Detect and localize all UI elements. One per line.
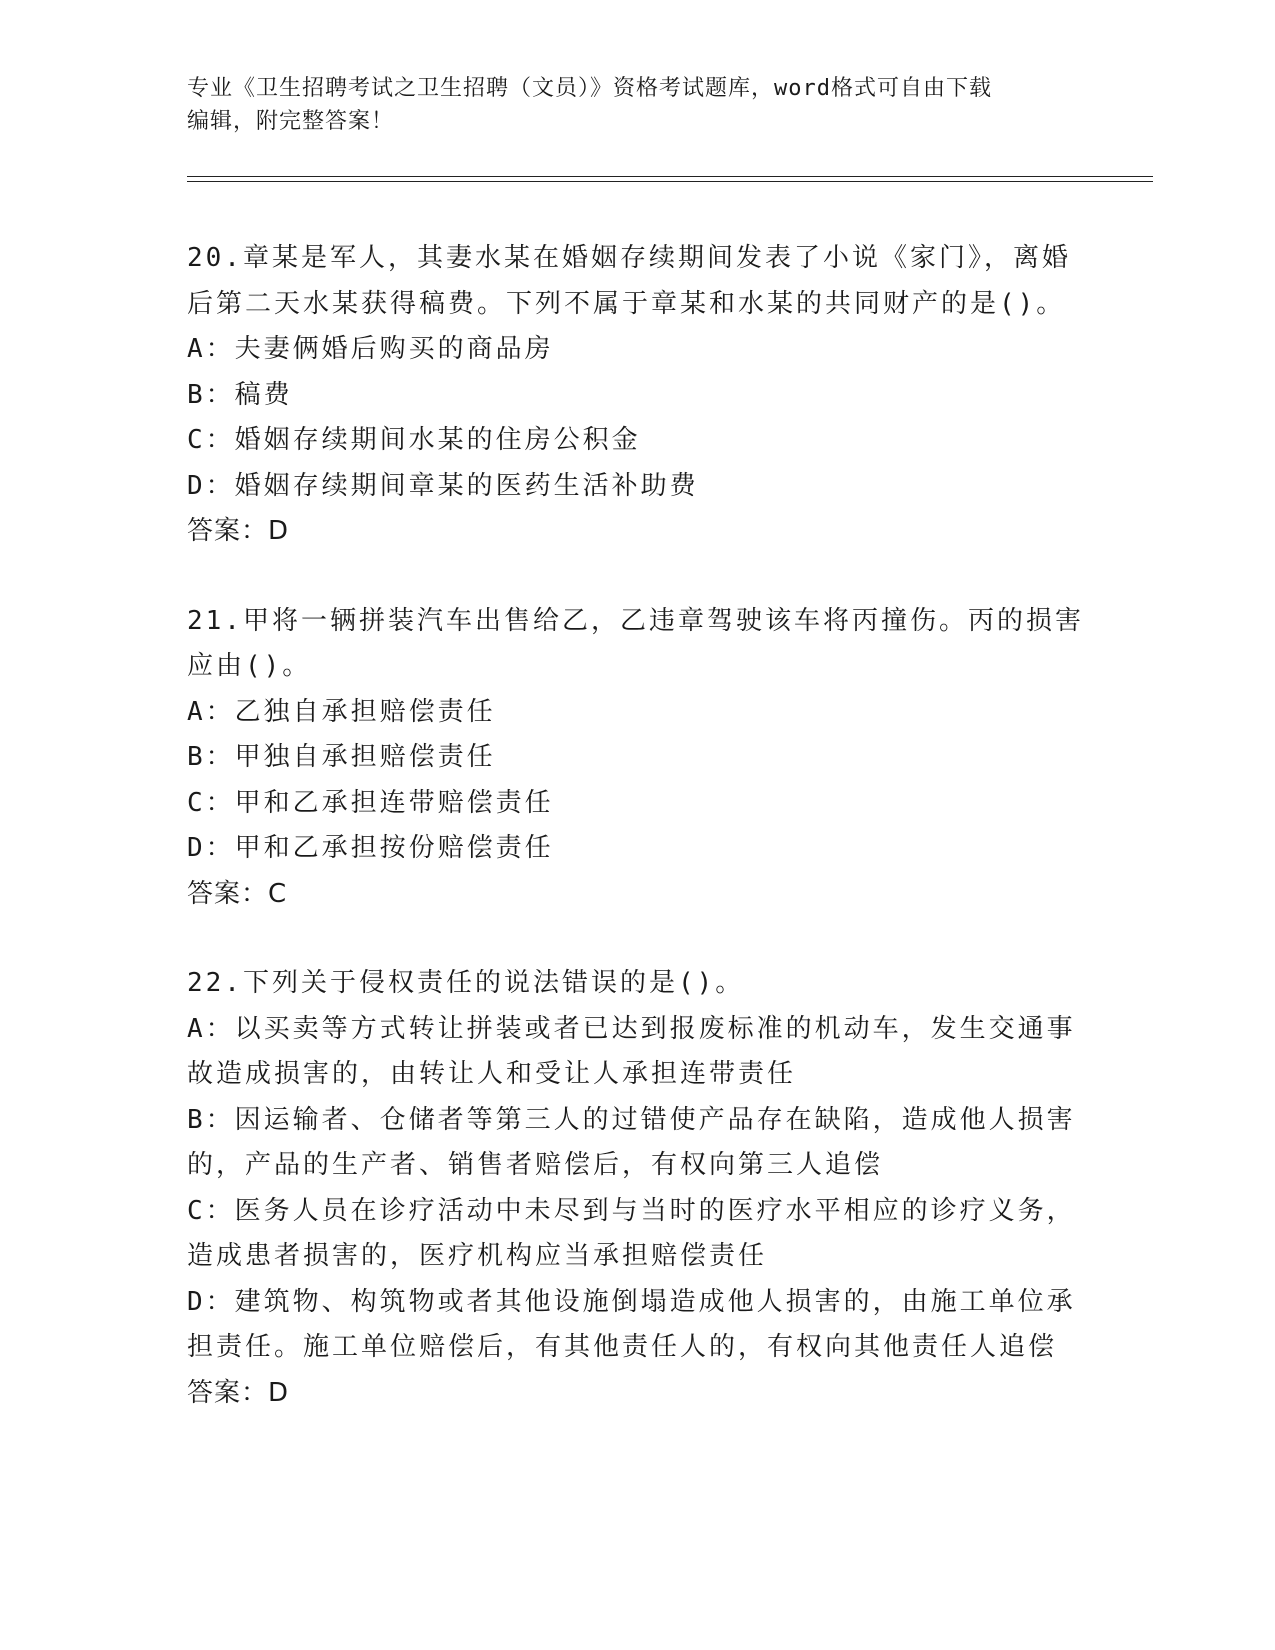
question-21 bbox=[187, 599, 1087, 918]
option-a-continued: 故造成损害的，由转让人和受让人承担连带责任 bbox=[187, 1059, 797, 1089]
option-b-continued: 的，产品的生产者、销售者赔偿后，有权向第三人追偿 bbox=[187, 1150, 884, 1180]
question-stem-line: 应由()。 bbox=[187, 651, 312, 681]
question-stem-line: 22.下列关于侵权责任的说法错误的是()。 bbox=[187, 968, 745, 998]
question-list bbox=[187, 236, 1087, 1460]
option-c: C：医务人员在诊疗活动中未尽到与当时的医疗水平相应的诊疗义务， bbox=[187, 1195, 1076, 1226]
option-c-continued: 造成患者损害的，医疗机构应当承担赔偿责任 bbox=[187, 1241, 768, 1271]
header-line-1: 专业《卫生招聘考试之卫生招聘（文员）》资格考试题库，word格式可自由下载 bbox=[187, 76, 992, 101]
option-b: B：甲独自承担赔偿责任 bbox=[187, 742, 496, 772]
question-stem-line: 后第二天水某获得稿费。下列不属于章某和水某的共同财产的是()。 bbox=[187, 288, 1066, 319]
document-header bbox=[187, 72, 1087, 138]
question-20 bbox=[187, 236, 1087, 555]
question-stem-line: 21.甲将一辆拼装汽车出售给乙，乙违章驾驶该车将丙撞伤。丙的损害 bbox=[187, 605, 1084, 636]
answer-label: 答案：D bbox=[187, 1377, 290, 1408]
option-a: A：以买卖等方式转让拼装或者已达到报废标准的机动车，发生交通事 bbox=[187, 1013, 1076, 1044]
option-b: B：因运输者、仓储者等第三人的过错使产品存在缺陷，造成他人损害 bbox=[187, 1104, 1076, 1135]
option-a: A：乙独自承担赔偿责任 bbox=[187, 696, 496, 727]
option-d: D：甲和乙承担按份赔偿责任 bbox=[187, 833, 554, 863]
option-c: C：婚姻存续期间水某的住房公积金 bbox=[187, 425, 641, 455]
answer-label: 答案：C bbox=[187, 878, 288, 909]
option-d: D：婚姻存续期间章某的医药生活补助费 bbox=[187, 470, 699, 501]
question-22 bbox=[187, 961, 1087, 1416]
option-b: B：稿费 bbox=[187, 379, 293, 410]
question-stem-line: 20.章某是军人，其妻水某在婚姻存续期间发表了小说《家门》，离婚 bbox=[187, 243, 1071, 273]
answer-label: 答案：D bbox=[187, 516, 290, 546]
option-c: C：甲和乙承担连带赔偿责任 bbox=[187, 787, 554, 818]
option-a: A：夫妻俩婚后购买的商品房 bbox=[187, 334, 554, 364]
option-d-continued: 担责任。施工单位赔偿后，有其他责任人的，有权向其他责任人追偿 bbox=[187, 1332, 1058, 1362]
header-divider bbox=[187, 176, 1153, 182]
option-d: D：建筑物、构筑物或者其他设施倒塌造成他人损害的，由施工单位承 bbox=[187, 1286, 1076, 1317]
header-line-2: 编辑，附完整答案！ bbox=[187, 109, 395, 134]
